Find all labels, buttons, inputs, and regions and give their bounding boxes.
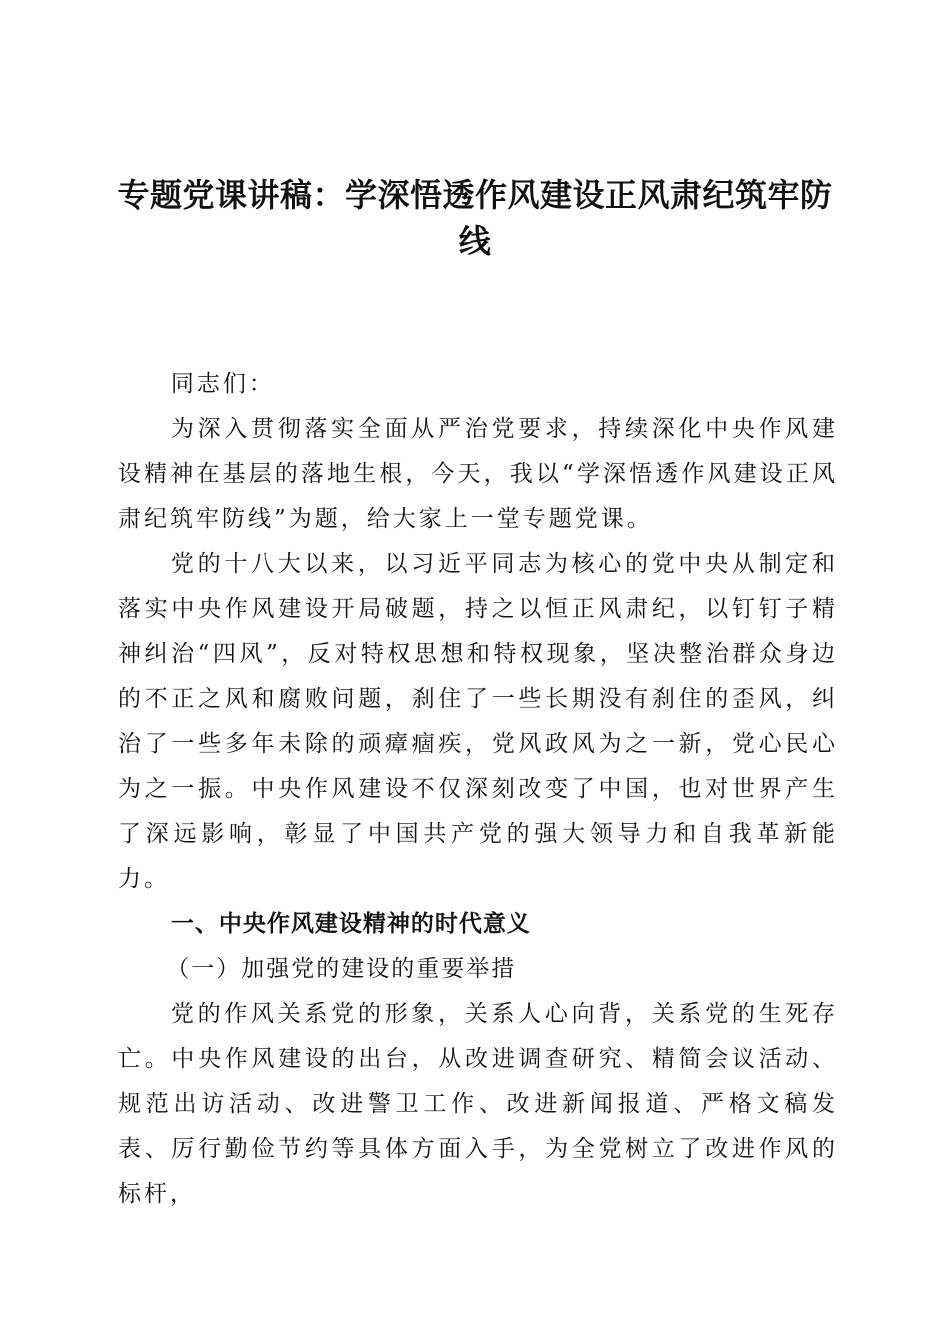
document-title: 专题党课讲稿：学深悟透作风建设正风肃纪筑牢防线 (117, 176, 833, 260)
paragraph-intro: 为深入贯彻落实全面从严治党要求，持续深化中央作风建设精神在基层的落地生根，今天，我以“学深悟透作风建设正风肃纪筑牢防线”为题，给大家上一堂专题党课。 (118, 416, 838, 532)
paragraph-section-1: 党的作风关系党的形象，关系人心向背，关系党的生死存亡。中央作风建设的出台，从改进调查研究、精简会议活动、规范出访活动、改进警卫工作、改进新闻报道、严格文稿发表、厉行勤俭节约等具体方面入手，为全党树立了改进作风的标杆， (118, 1001, 838, 1207)
subsection-heading-1: （一）加强党的建设的重要举措 (166, 956, 517, 982)
section-heading-1: 一、中央作风建设精神的时代意义 (170, 911, 531, 937)
document-body (118, 362, 838, 1217)
paragraph-background: 党的十八大以来，以习近平同志为核心的党中央从制定和落实中央作风建设开局破题，持之以恒正风肃纪，以钉钉子精神纠治“四风”，反对特权思想和特权现象，坚决整治群众身边的不正之风和腐败问题，刹住了一些长期没有刹住的歪风，纠治了一些多年未除的顽瘴痼疾，党风政风为之一新，党心民心为之一振。中央作风建设不仅深刻改变了中国，也对世界产生了深远影响，彰显了中国共产党的强大领导力和自我革新能力。 (118, 551, 838, 892)
salutation: 同志们： (170, 371, 275, 397)
